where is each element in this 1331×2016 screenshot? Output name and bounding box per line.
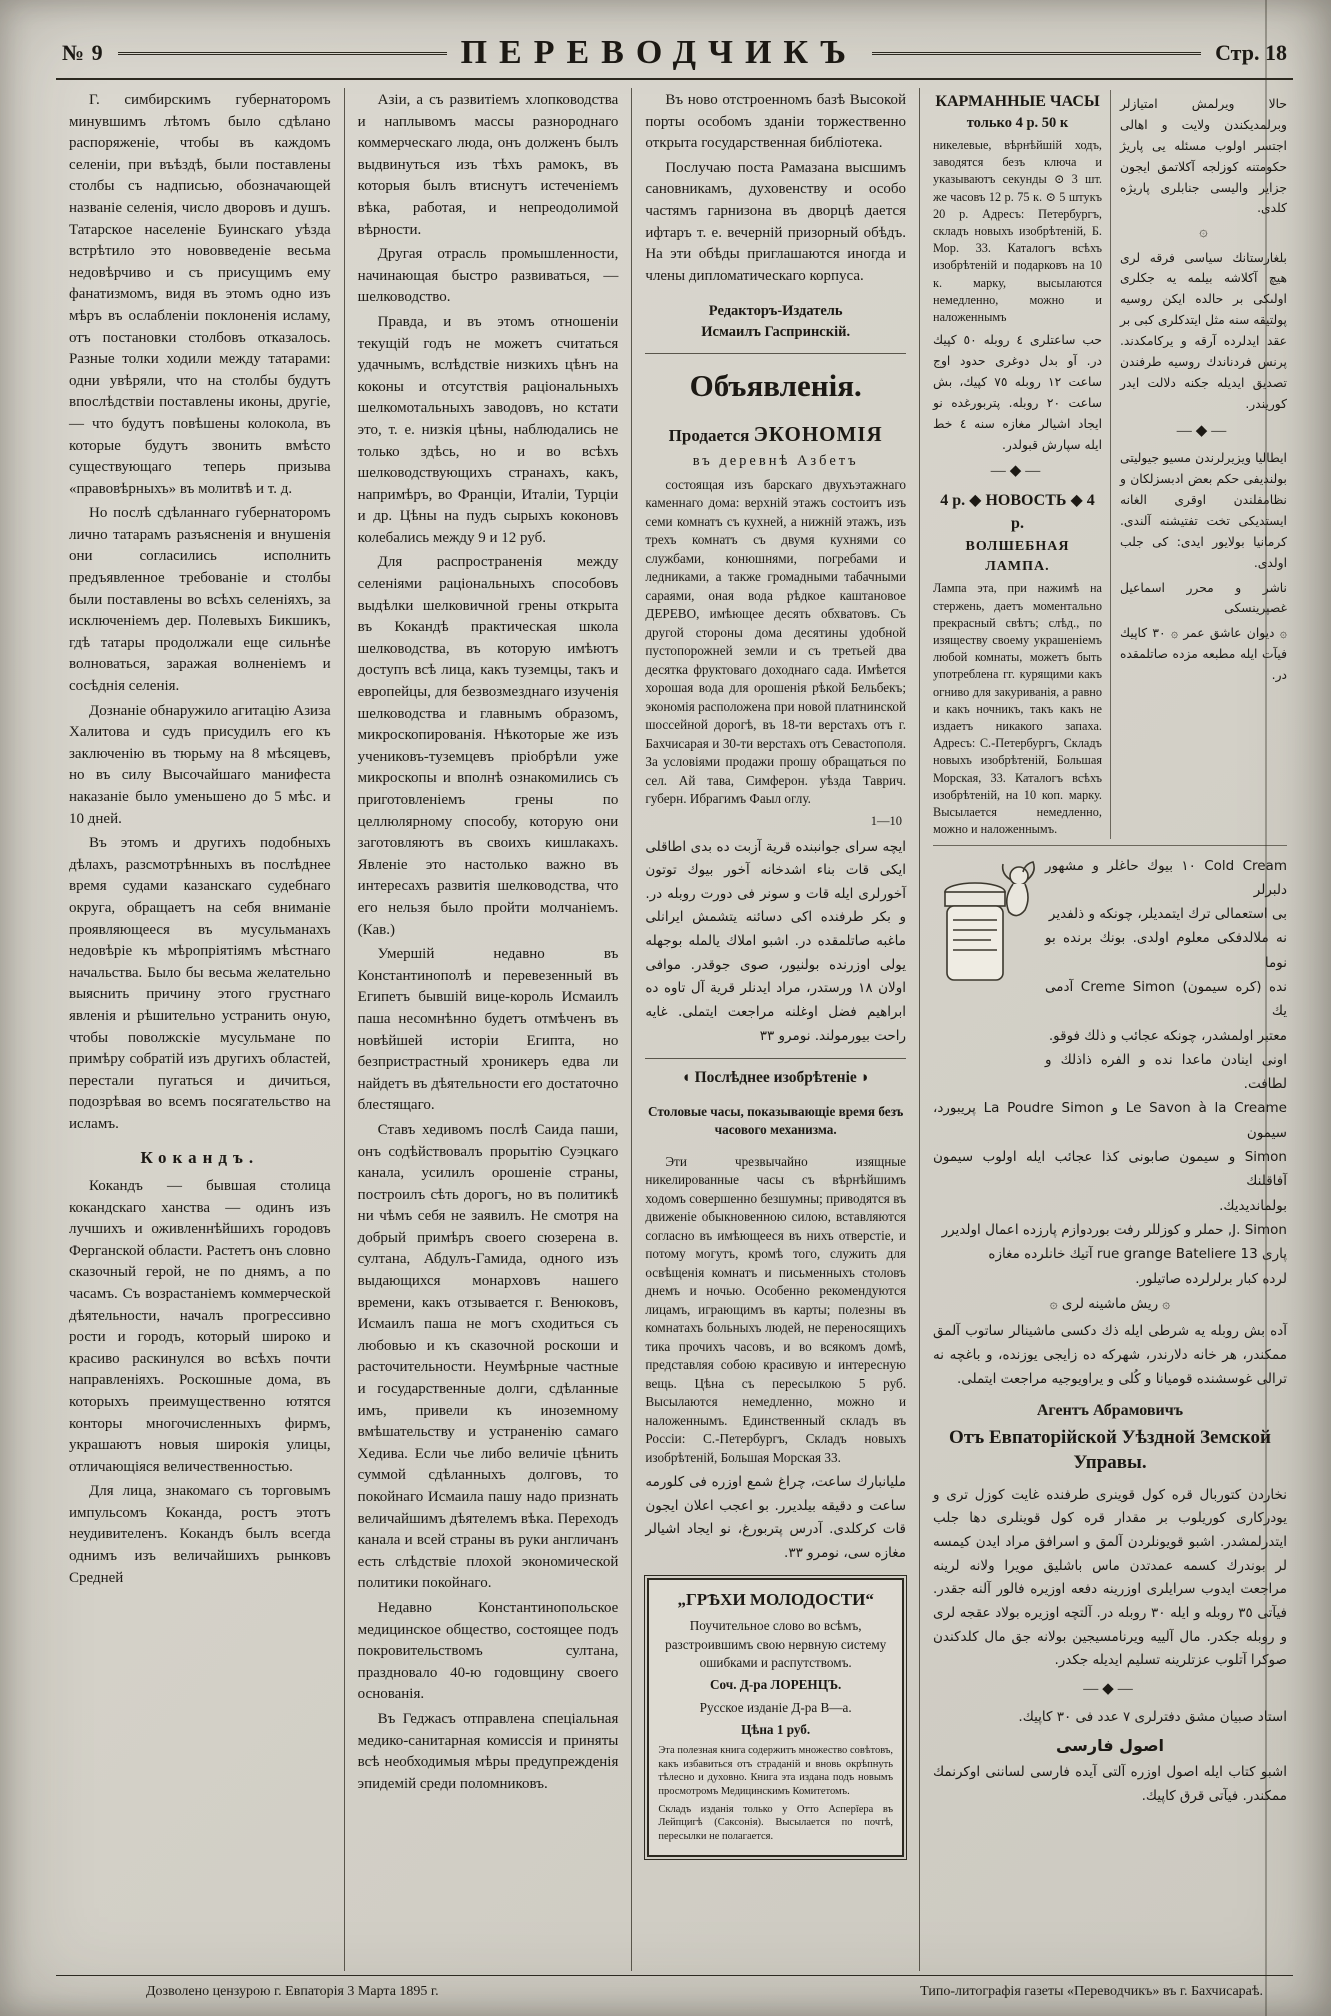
newspaper-title: ПЕРЕВОДЧИКЪ	[460, 34, 859, 71]
simon-product-line: بولمانديديك.	[1219, 1197, 1287, 1214]
simon-product-line: پارى 13 rue grange Bateliere آتيك خانلرده مغازه	[988, 1246, 1287, 1263]
article-paragraph: Для распространенія между селеніями раціональныхъ способовъ выдѣлки шелковичной грены открыта въ Кокандѣ практическая школа шелководства, въ которую имѣютъ доступъ всѣ лица, какъ туземцы, такъ и европейцы, для безвозмезднаго изученія шелководства и главнымъ образомъ, микроскопированія. Нѣкоторые же изъ учениковъ-туземцевъ пріобрѣли уже микроскопы и вполнѣ ознакомились съ приготовленіемъ грены по целлюлярному способу, которую они заготовляютъ въ своихъ кишлакахъ. Явленіе это настолько важно въ интересахъ развитія шелководства, что его нельзя было пройти молчаніемъ. (Кав.)	[357, 554, 619, 938]
sins-ad-fine-print: Эта полезная книга содержитъ множество совѣтовъ, какъ избавиться отъ страданій и вновь окрѣпнуть тѣлесно и духовно. Книга эта издана подъ новымъ просмотромъ Медицинскимъ Комитетомъ.	[658, 1744, 894, 1797]
cold-cream-ad	[933, 845, 1287, 1097]
simon-product-line: Le Savon à la Creame و La Poudre Simon پريبورد، سيمون	[933, 1100, 1287, 1141]
simon-product-line: J. Simon, حملر و كوزللر رفت بوردوازم پارزده اعمال اولديرر	[941, 1221, 1287, 1238]
simon-product-line: لرده كبار برلرلرده صاتيلور.	[1135, 1270, 1287, 1287]
persian-primer-title: اصول فارسى	[1055, 1735, 1165, 1755]
editor-role: Редакторъ-Издатель	[708, 303, 843, 320]
cold-cream-line: بى استعمالى ترك ايتمديلر، چونكه و ذلفدير	[1048, 906, 1287, 923]
article-paragraph: Кокандъ — бывшая столица кокандскаго ханства — одинъ изъ лучшихъ и оживленнѣйшихъ городовъ Ферганской области. Растетъ онъ словно сказочный герой, не по днямъ, а по часамъ. Съ возрастаніемъ коммерческой дѣятельности, началъ прогрессивно рости и городъ, который широко и красиво раскинулся во всѣхъ почти направленіяхъ. Роскошные дома, въ которыхъ преимущественно ютятся конторы многочисленныхъ фирмъ, украшаютъ новыя широкія улицы, отличающіяся величественностью.	[69, 1177, 331, 1475]
magic-lamp-ad-body: Лампа эта, при нажимѣ на стержень, даетъ моментально прекрасный свѣтъ; слѣд., по изяществу своему украшеніемъ любой комнаты, можетъ быть употреблена гг. курящими какъ огниво для закуриванія, а равно и какъ ночникъ, такъ какъ не издаетъ никакого запаха. Адресъ: С.-Петербургъ, Складъ новыхъ изобрѣтеній, Большая Морская, 33. Каталогъ всѣхъ изобрѣтеній, на 10 коп. марку. Высылается немедленно, можно и наложеннымъ.	[933, 581, 1102, 837]
arabic-ad-text: مليانبارك ساعت، چراغ شمع اوزره فى كلورمه ساعت و دقيقه بيلديرر. بو اعجب اعلان ايجون قات كركلدى. آدرس پتربورغ، نو ايجاد اشيالر مغازه سى، نومرو ٣٣.	[645, 1474, 907, 1561]
estate-sale-title	[645, 419, 906, 449]
article-paragraph: Другая отрасль промышленности, начинающая быстро развиваться, — шелководство.	[357, 246, 619, 306]
column-1	[56, 88, 344, 1971]
article-paragraph: Послучаю поста Рамазана высшимъ сановникамъ, духовенству и особо частямъ гарнизона въ дворцѣ дается ифтаръ т. е. вечерній призорный обѣдъ. На эти обѣды приглашаются иногда и члены дипломатическаго корпуса.	[645, 159, 907, 284]
cold-cream-line: نه ملالدفكى معلوم اولدى. بونك برنده بو نوما	[1045, 930, 1287, 971]
arabic-news-item: ايطاليا ويزيرلرندن مسيو جيوليتى بولنديفى حكم بعض ادبسزلكان و نظامفلندن اوقرى الغانه ايستديكى تخت تفتيشنه آلندى. كرمانيا بولايور ايدى: كى جلب اولدى.	[1120, 451, 1287, 570]
article-paragraph: Ставъ хедивомъ послѣ Саида паши, онъ содѣйствовалъ прорытію Суэцкаго канала, усилилъ орошеніе страны, построилъ сѣть дорогъ, но въ политикѣ ни чѣмъ себя не заявилъ. Не смотря на добрый примѣръ своего сюзерена в. султана, Абдулъ-Гамида, одного изъ выдающихся монарховъ нашего времени, какъ отзывается г. Венюковъ, Исмаилъ паша не могъ сходиться съ любовью и къ сказочной роскоши и расточительности. Неумѣрные частные и государственные долги, сдѣланные имъ, привели къ иноземному вмѣшательству и устраненію самаго Хедива. Если чье либо величіе цѣнить суммой сдѣланныхъ долговъ, то покойнаго Исмаила пашу надо признать величайшимъ дѣятелемъ вѣка. Переходъ канала и всей страны въ руки англичанъ есть слѣдствіе плохой экономической политики покойнаго.	[357, 1121, 619, 1592]
article-paragraph: Въ этомъ и другихъ подобныхъ дѣлахъ, разсмотрѣнныхъ въ послѣднее время судами казанскаго судебнаго округа, обращаетъ на себя вниманіе проявляющееся въ мусульманахъ недовѣріе къ мѣропріятіямъ мѣстнаго начальства. Было бы весьма желательно выяснить причину этого грустнаго явленія и рѣшительно устранить оную, чтобы поволжскіе мусульмане по примѣру собратій изъ другихъ областей, перестали пугаться и дичиться, подозрѣвая во всемъ посягательство на исламъ.	[69, 835, 331, 1132]
cold-cream-line: نده (كره سيمون) Creme Simon آدمى يك	[1045, 978, 1287, 1020]
section-divider-ornament: —◆—	[1083, 1680, 1137, 1697]
cherub-jar-illustration	[933, 854, 1037, 992]
razor-ad-body: آده بش روبله يه شرطى ايله ذك دكسى ماشينالر ساتوب آلمق ممكندر، هر خانه دلارندر، شهركه ده زايجى يوزنده، و باغچه نه ترالى غوسشنده قوميانا و كُلى و يراويوجيه مراجعت ايتملى.	[933, 1323, 1287, 1387]
masthead-row	[56, 30, 1293, 80]
estate-sale-subtitle: въ деревнѣ Азбетъ	[692, 452, 859, 469]
pocket-watch-ad-price: только 4 р. 50 к	[966, 115, 1069, 132]
sins-ad-title: „ГРѢХИ МОЛОДОСТИ“	[677, 1589, 874, 1609]
section-divider-ornament: —◆—	[1176, 422, 1231, 439]
razor-ad-heading	[933, 1293, 1287, 1317]
arabic-ad-text: ايچه سراى جوانبنده قرية آزبت ده بدى اطاقلى ايكى قات بناء اشدخانه آخور بيوك توتون آخورلرى ايله قات و سونر فى دورت روبله در. و بكر طرفنده اكى دسائنه يتشمش ايرانلى ماغبه صاتلمقده در. اشبو املاك يالمله بوجهله يولى اوزرنده بولنيور، صوى جوقدر. موافى اولان ١٨ ورستدر، مراد ايدنلر قرية آل تاوه ده ابراهيم فضل اوغلنه مراجعت ايتملى. غايه راحت بيورمولند. نومرو ٣٣	[645, 838, 907, 1044]
column-3	[631, 88, 919, 1971]
article-paragraph: Въ ново отстроенномъ базѣ Высокой порты особомъ зданіи торжественно открыта государственная библіотека.	[645, 92, 907, 152]
ad-run-counter: 1—10	[870, 813, 903, 828]
masthead-rule-right	[872, 52, 1201, 55]
divan-ad-arabic: ۞ ديوان عاشق عمر ۞ ٣٠ كاپيك فيآت ايله مطبعه مزده صاتلمقده در.	[1120, 626, 1287, 683]
sins-ad-subtitle: Поучительное слово во всѣмъ, разстроившимъ свою нервную систему ошибками и распутствомъ.	[665, 1618, 887, 1670]
persian-primer-body: اشبو كتاب ايله اصول اوزره آلتى آيده فارسى لساننى اوكرنمك ممكندر. فيآتى قرق كاپيك.	[933, 1764, 1287, 1804]
printer-imprint-line: Типо-литографія газеты «Переводчикъ» въ г. Бахчисараѣ.	[920, 1984, 1263, 1999]
cold-cream-line: اونى اينادن ماعدا نده و الفره ذاذلك و لطافت.	[1045, 1051, 1287, 1093]
novelty-ad-banner: 4 р. ◆ НОВОСТЬ ◆ 4 р.	[940, 492, 1095, 533]
article-paragraph: Правда, и въ этомъ отношеніи текущій годъ не можетъ считаться удачнымъ, вслѣдствіе низкихъ цѣнъ на коконы и отсутствія раціональныхъ шелкомотальныхъ заводовъ, но кстати это, т. е. низкія цѣны, наблюдались не только здѣсь, но и во всѣхъ шелководствующихъ странахъ, какъ, напримѣръ, во Франціи, Италіи, Турціи и др. Цѣны на пудъ сырыхъ коконовъ колебались между 9 и 12 руб.	[357, 313, 619, 546]
article-paragraph: Но послѣ сдѣланнаго губернаторомъ лично татарамъ разъясненія и внушенія они согласились исполнить предъявленное требованіе и столбы были поставлены во всѣхъ селеніяхъ, за исключеніемъ дер. Полевыхъ Бикшикъ, гдѣ татары продолжали еще сильнѣе волноваться, заражая волненіемъ и сосѣднія селенія.	[69, 505, 331, 695]
pocket-watch-ad-title: КАРМАННЫЕ ЧАСЫ	[935, 93, 1100, 110]
copybooks-ad-arabic: استاد صبيان مشق دفترلرى ٧ عدد فى ٣٠ كاپيك.	[1018, 1709, 1287, 1726]
magic-lamp-ad-title: ВОЛШЕБНАЯ ЛАМПА.	[965, 539, 1070, 575]
section-heading-kokand: Кокандъ.	[140, 1147, 260, 1167]
cold-cream-line: Cold Cream ١٠ بيوك حاغلر و مشهور دلبرلر	[1045, 857, 1287, 898]
estate-sale-ad	[645, 419, 906, 830]
estate-sale-body: состоящая изъ барскаго двухъэтажнаго каменнаго дома: верхній этажъ состоитъ изъ семи комнатъ съ кухней, а нижній этажъ, изъ трехъ комнатъ съ двумя кухнями со службами, конюшнями, погребами и ледниками, а также громадными табачными сараями, оная вода рѣдкое каштановое ДЕРЕВО, имѣющее десять обхватовъ. Съ другой стороны дома десятины удобной пустопорожней земли и съ третьей два десятка фруктоваго доходнаго сада. Имѣется хорошая вода для орошенія рѣкой Бельбекъ; экономія расположена при новой платнинской шоссейной дорогѣ, въ 18-ти верстахъ отъ г. Бахчисарая и 30-ти верстахъ отъ Севастополя. За условіями продажи прошу обращаться по сел. Ай тава, Симферон. уѣзда Таврич. губерн. Ибрагимъ Фаыл оглу.	[645, 476, 907, 807]
page-edge-line	[1265, 0, 1267, 2016]
cold-cream-ad-lines	[1045, 854, 1287, 1097]
editor-imprint	[645, 301, 906, 343]
sale-word: Продается	[668, 425, 750, 445]
zemstvo-notice-body-arabic: نخاردن كتوربال قره كول قوينرى طرفنده غايت كوزل ترى و يودركارى كوريلوب بر مقدار قره كول قوينلرى دها جلب ايتدرلمشدر. اشبو قويونلردن آلمق و اسرافق مراد ايدن كيمسه لر بوندرك كسمه عمدتدن ماس باشليق مويرا ولانه لرينه مراجعت ايدوب سرايلرى اوزرينه دفعه اوزيره فالور آلنه جقدر. فيآتى ٣٥ روبله و ايله ٣٠ روبله در. آلتچه اوزيره بولاد عقجه لرى و روبله جكدر. مال آلييه ويرنامسيجين بولانه جق مال كلدكندن صوكرا آتلوب عزتلرينه تسليم ايديله جكدر.	[933, 1486, 1287, 1669]
invention-ad-heading: ◖ Послѣднее изобрѣтеніе ◗	[645, 1058, 906, 1089]
sins-ad-edition: Русское изданіе Д-ра В—а.	[699, 1699, 852, 1715]
pocket-watch-ad-arabic: حب ساعتلرى ٤ روبله ٥٠ كپيك در. آو بدل دوغرى حدود اوج ساعت ١٢ روبله ٧٥ كپيك، بش ساعت ٢٠ روبله. پتربورغده نو ايجاد اشيالر مغازه سنه ٤ خط ايله سپارش قبولدر.	[933, 333, 1103, 452]
zemstvo-notice-title: Отъ Евпаторійской Уѣздной Земской Управы.	[949, 1427, 1271, 1474]
page-columns	[56, 88, 1293, 1971]
masthead-rule-left	[118, 52, 447, 55]
article-paragraph: Дознаніе обнаружило агитацію Азиза Халитова и судъ присудилъ его къ заключенію въ тюрьму на 8 мѣсяцевъ, но въ силу Высочайшаго манифеста наказаніе было уменьшено до 5 мѣс. и 10 дней.	[69, 702, 331, 827]
editor-name: Исмаилъ Гаспринскій.	[701, 324, 851, 341]
star-ornament: ۞	[1199, 225, 1208, 241]
sins-ad-stockist: Складъ изданія только у Отто Асперīера въ Лейпцигѣ (Саксонія). Высылается по почтѣ, пересылки не полагается.	[658, 1803, 894, 1842]
pocket-watch-ad-body: никелевые, вѣрнѣйшій ходъ, заводятся безъ ключа и указываютъ секунды ⊙ 3 шт. же часовъ 12 р. 75 к. ⊙ 5 штукъ 20 р. Адресъ: Петербургъ, складъ новыхъ изобрѣтеній, Б. Мор. 33. Каталогъ всѣхъ изобрѣтеній и подарковъ на 10 к. марку, высылаются немедленно, можно и наложеннымъ	[933, 137, 1102, 324]
section-divider-ornament: —◆—	[990, 463, 1045, 480]
mixed-language-row	[933, 90, 1287, 839]
article-paragraph: Для лица, знакомаго съ торговымъ импульсомъ Коканда, ростъ этотъ неудивителенъ. Кокандъ былъ всегда однимъ изъ величайшихъ рынковъ Средней	[69, 1483, 331, 1586]
simon-product-line: Simon و سيمون صابونى كذا عجائب ايله اولوب سيمون آفاقلنك	[933, 1149, 1287, 1190]
arabic-news-item: حالا ويرلمش امتيازلر وبرلمديكندن ولايت و اهالى اجتسر اولوب مسئله يى پاريژ حكومتنه كوزلجه آكلاتمق ايجون جزاير واليسى جنابلرى پاريژه كلدى.	[1120, 97, 1287, 216]
article-paragraph: Азіи, а съ развитіемъ хлопководства и наплывомъ массы разнороднаго коммерческаго люда, онъ долженъ былъ выдвинуться изъ тѣхъ рамокъ, въ которыя былъ втиснутъ истеченіемъ вѣка, работая, и непреодолимой вѣрности.	[357, 92, 619, 238]
article-paragraph: Г. симбирскимъ губернаторомъ минувшимъ лѣтомъ было сдѣлано распоряженіе, чтобы въ каждомъ селеніи, при въѣздѣ, были поставлены столбы съ надписью, обозначающей названіе селенія, число дворовъ и душъ. Татарское населеніе Буинскаго уѣзда встрѣтило это нововведеніе весьма недовѣрчиво и съ присущимъ ему фанатизмомъ, видя въ этомъ одно изъ мѣръ въ ослабленіи поклоненія исламу, отъ постановки столбовъ отказалось. Разные толки ходили между татарами: одни увѣряли, что на столбы будутъ впослѣдствіи поставлены иконы, другіе, — что будутъ повѣшены колокола, въ которые будутъ звонить вмѣсто существующаго теперь призыва «правовѣрныхъ» въ молитвѣ и т. д.	[69, 92, 331, 497]
subcolumn-russian	[933, 90, 1110, 839]
column-4	[919, 88, 1293, 1971]
razor-ad-heading-text: ۞ ريش ماشينه لرى ۞	[1049, 1295, 1171, 1312]
censor-approval-line: Дозволено цензурою г. Евпаторія 3 Марта 1895 г.	[146, 1984, 439, 1999]
article-paragraph: Въ Геджасъ отправлена спеціальная медико-санитарная комиссія и приняты всѣ необходимыя мѣры предупрежденія эпидемій среди поломниковъ.	[357, 1710, 619, 1792]
invention-ad-subtitle: Столовые часы, показывающіе время безъ часового механизма.	[648, 1103, 904, 1138]
agent-name: Агентъ Абрамовичъ	[1036, 1402, 1184, 1420]
page-number: Стр. 18	[1215, 40, 1287, 65]
article-paragraph: Недавно Константинопольское медицинское общество, состоящее подъ покровительствомъ султана, праздновало 40-ю годовщину своего основанія.	[357, 1599, 619, 1703]
invention-ad-body: Эти чрезвычайно изящные никелированные часы съ вѣрнѣйшимъ ходомъ совершенно безшумны; приводятся въ движеніе обыкновенною силою, вставляются согласно въ имѣющееся въ нихъ отверстіе, и потому могутъ, кромѣ того, служить для освѣщенія комнатъ и письменныхъ столовъ днемъ и ночью. Особенно рекомендуются лицамъ, играющимъ въ карты; полезны въ комнатахъ больныхъ людей, не переносящихъ тика прочихъ часовъ, и во всякомъ домѣ, представляя собою красивую и интересную вещь. Цѣна съ пересылкою 5 руб. Высылаются немедленно, можно и наложеннымъ. Единственный складъ въ Россіи: С.-Петербургъ, Складъ новыхъ изобрѣтеній, Большая Морская 33.	[645, 1153, 907, 1465]
sale-word-economia: ЭКОНОМІЯ	[753, 421, 883, 446]
publisher-imprint-arabic: ناشر و محرر اسماعيل غصپرينسكى	[1120, 580, 1287, 616]
ads-section-heading: Объявленія.	[645, 353, 906, 409]
article-paragraph: Умершій недавно въ Константинополѣ и перевезенный въ Египетъ бывшій вице-король Исмаилъ паша несомнѣнно будетъ отмѣченъ въ новѣйшей исторіи Египта, но безпристрастный хроникеръ едва ли найдетъ въ дѣятельности его достаточно блестящаго.	[357, 946, 619, 1114]
imprint-row	[56, 1975, 1293, 2006]
sins-ad-price: Цѣна 1 руб.	[741, 1722, 811, 1738]
simon-products-ad-lines	[933, 1096, 1287, 1290]
issue-number: № 9	[62, 40, 104, 65]
column-2	[344, 88, 632, 1971]
cold-cream-line: معتبر اولمشدر، چونكه عجائب و ذلك فوقو.	[1048, 1027, 1287, 1044]
sins-ad-author: Соч. Д-ра ЛОРЕНЦЪ.	[710, 1677, 842, 1693]
sins-of-youth-ad-box	[647, 1578, 904, 1858]
subcolumn-arabic	[1110, 90, 1287, 839]
arabic-news-item: بلغارستانك سياسى فرقه لرى هيچ آكلاشه بيلمه يه جكلرى اولىكى بر حالده ايكن روسيه پولتيقه سنه مثل ايتدكلرى كبى بر عقد ايدلرده آرقه و يركامكدند. پرنس فردناندك روسيه طرفندن تصديق ايديله جكنه دلالت ايدر كوريندر.	[1120, 250, 1287, 411]
